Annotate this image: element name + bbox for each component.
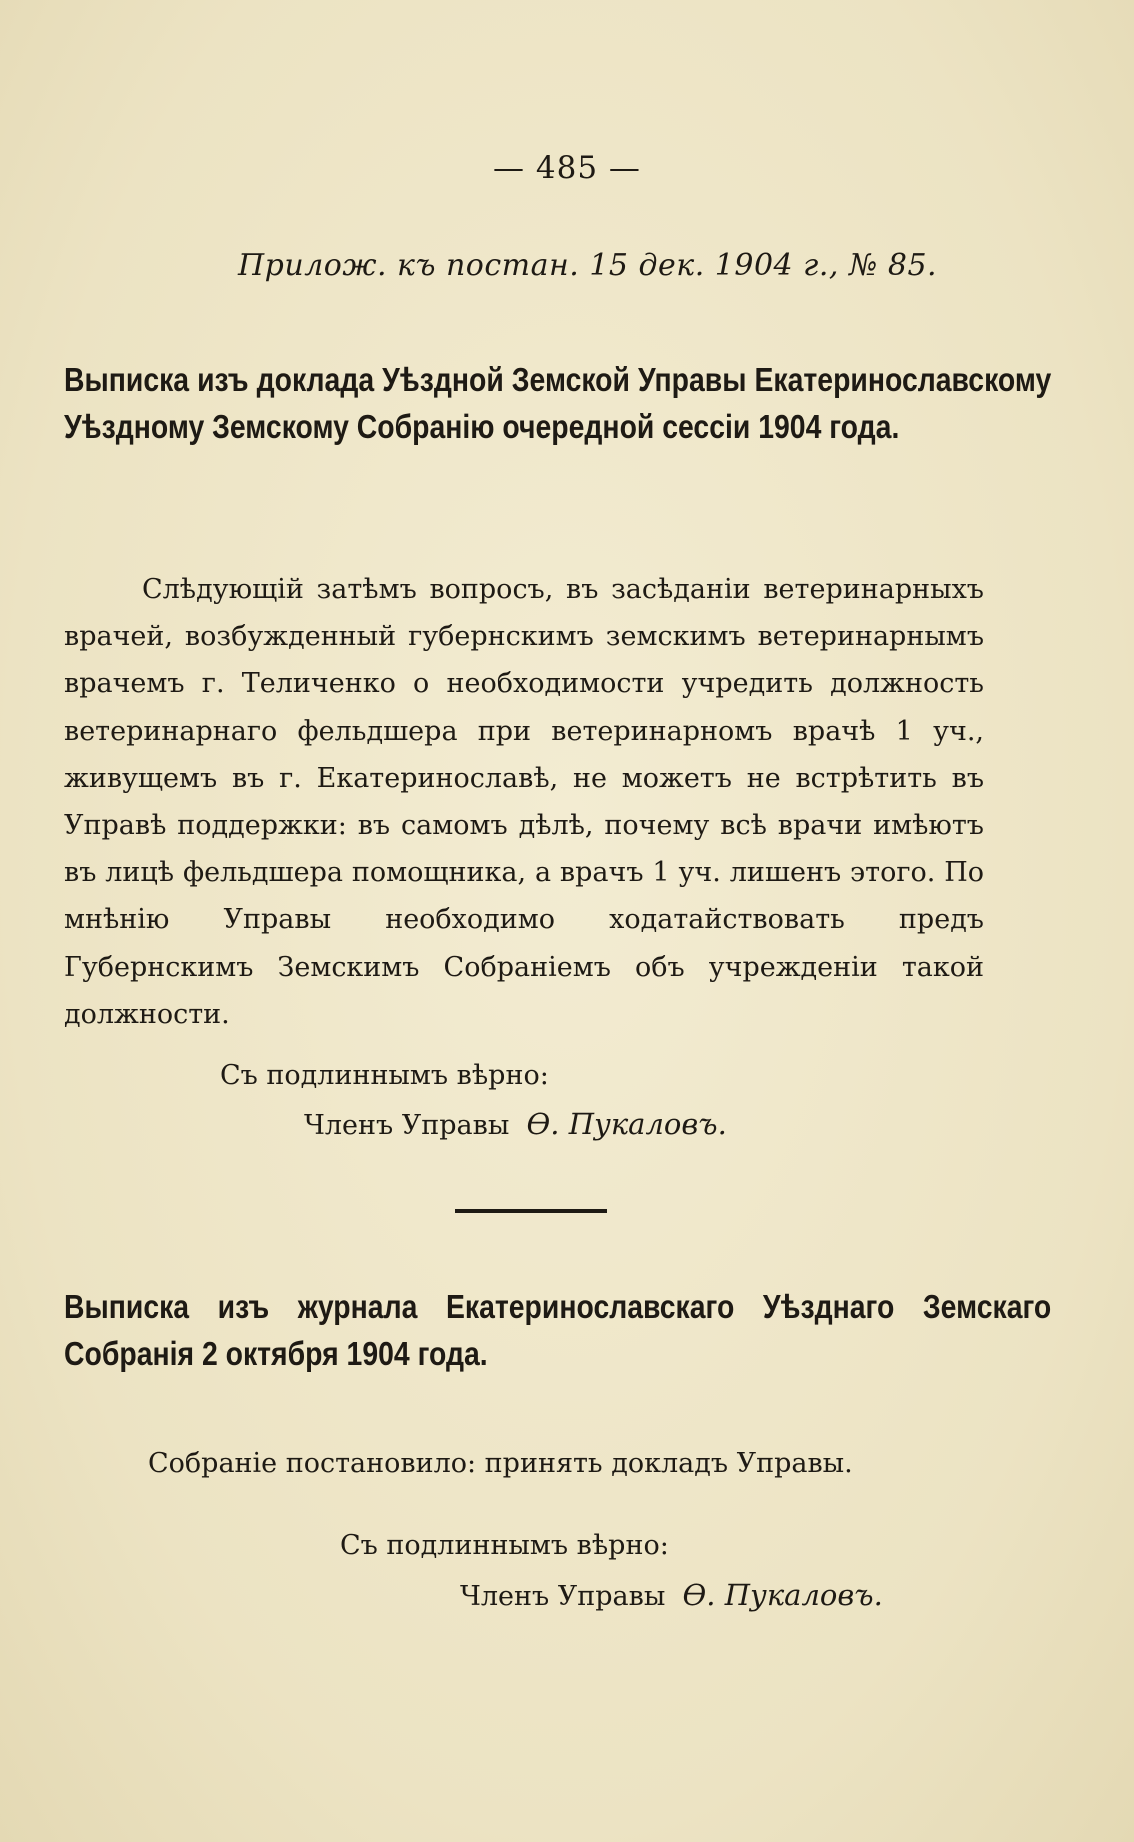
section1-signer-name: Ѳ. Пукаловъ. xyxy=(526,1107,727,1141)
section1-attest: Съ подлиннымъ вѣрно: xyxy=(220,1060,549,1091)
attachment-caption: Прилож. къ постан. 15 дек. 1904 г., № 85. xyxy=(238,248,938,283)
section2-attest: Съ подлиннымъ вѣрно: xyxy=(340,1530,669,1561)
section1-paragraph: Слѣдующій затѣмъ вопросъ, въ засѣданіи ветеринарныхъ врачей, возбужденный губернскимъ земскимъ ветеринарнымъ врачемъ г. Теличенко о необходимости учредить должность ветеринарнаго фельдшера при ветеринарномъ врачѣ 1 уч., живущемъ въ г. Екатеринославѣ, не можетъ не встрѣтить въ Управѣ поддержки: въ самомъ дѣлѣ, почему всѣ врачи имѣютъ въ лицѣ фельдшера помощника, а врачъ 1 уч. лишенъ этого. По мнѣнію Управы необходимо ходатайствовать предъ Губернскимъ Земскимъ Собраніемъ объ учрежденіи такой должности. xyxy=(64,574,984,1030)
section2-signer-name: Ѳ. Пукаловъ. xyxy=(682,1578,883,1612)
section2-decision: Собраніе постановило: принять докладъ Управы. xyxy=(148,1448,853,1479)
section2-signer-title: Членъ Управы xyxy=(460,1581,666,1612)
page-number: — 485 — xyxy=(493,150,641,186)
section2-signature xyxy=(460,1578,883,1612)
section2-heading: Выписка изъ журнала Екатеринославскаго Уѣзднаго Земскаго Собранія 2 октября 1904 года. xyxy=(64,1288,1052,1372)
section1-signature xyxy=(304,1107,727,1141)
section1-heading: Выписка изъ доклада Уѣздной Земской Управы Екатеринославскому Уѣздному Земскому Собранію очередной сессіи 1904 года. xyxy=(64,361,1052,445)
section-divider xyxy=(455,1209,607,1213)
section1-signer-title: Членъ Управы xyxy=(304,1110,510,1141)
